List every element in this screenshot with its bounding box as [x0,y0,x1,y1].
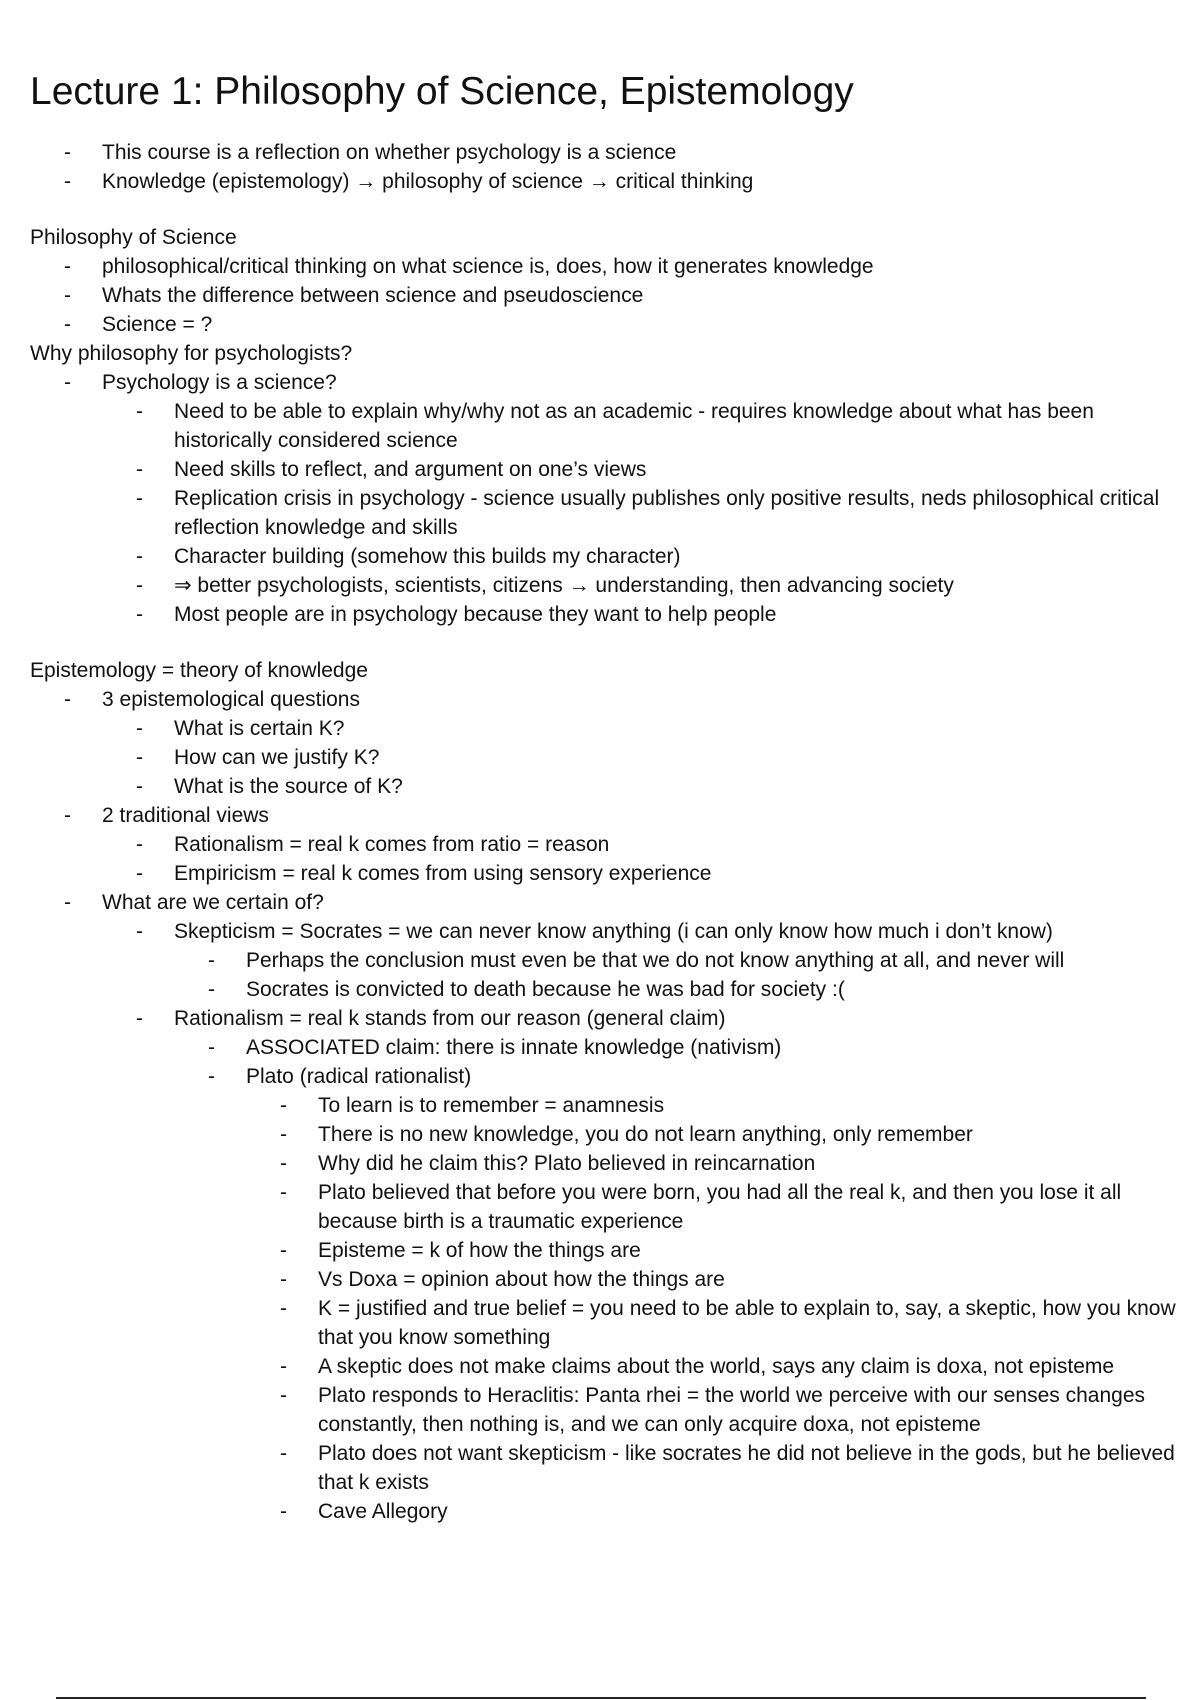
list-item: - There is no new knowledge, you do not learn anything, only remember [30,1120,1190,1149]
section-heading-philosophy-of-science: Philosophy of Science [30,226,237,249]
list-item: - To learn is to remember = anamnesis [30,1091,1190,1120]
list-item: - 3 epistemological questions [30,685,1190,714]
list-item: - Plato (radical rationalist) [30,1062,1190,1091]
list-item: - What is the source of K? [30,772,1190,801]
list-item: - ASSOCIATED claim: there is innate knowledge (nativism) [30,1033,1190,1062]
page-title: Lecture 1: Philosophy of Science, Epistemology [30,70,854,113]
list-item: - Rationalism = real k comes from ratio = reason [30,830,1190,859]
list-item: - How can we justify K? [30,743,1190,772]
philosophy-of-science-list [30,252,1190,339]
list-item: - Cave Allegory [30,1497,1190,1526]
list-item: - Replication crisis in psychology - science usually publishes only positive results, neds philosophical critical reflection knowledge and skills [30,484,1190,542]
list-item: - Psychology is a science? [30,368,1190,397]
page-divider [56,1697,1146,1699]
list-item: - Science = ? [30,310,1190,339]
list-item: - Plato responds to Heraclitis: Panta rhei = the world we perceive with our senses changes constantly, then nothing is, and we can only acquire doxa, not episteme [30,1381,1190,1439]
list-item: - K = justified and true belief = you need to be able to explain to, say, a skeptic, how you know that you know something [30,1294,1190,1352]
list-item: - Socrates is convicted to death because he was bad for society :( [30,975,1190,1004]
section-heading-epistemology: Epistemology = theory of knowledge [30,659,368,682]
list-item: - Most people are in psychology because they want to help people [30,600,1190,629]
section-heading-why-philosophy: Why philosophy for psychologists? [30,342,353,365]
list-item: - This course is a reflection on whether psychology is a science [30,138,1190,167]
list-item: - What are we certain of? [30,888,1190,917]
list-item: - Perhaps the conclusion must even be that we do not know anything at all, and never will [30,946,1190,975]
list-item: - philosophical/critical thinking on what science is, does, how it generates knowledge [30,252,1190,281]
list-item: - Why did he claim this? Plato believed in reincarnation [30,1149,1190,1178]
epistemology-list [30,685,1190,1526]
list-item: - Skepticism = Socrates = we can never know anything (i can only know how much i don’t know) [30,917,1190,946]
list-item: - Knowledge (epistemology) → philosophy of science → critical thinking [30,167,1190,196]
why-philosophy-list [30,368,1190,629]
list-item: - Vs Doxa = opinion about how the things are [30,1265,1190,1294]
list-item: - Need to be able to explain why/why not as an academic - requires knowledge about what has been historically considered science [30,397,1190,455]
list-item: - Need skills to reflect, and argument on one’s views [30,455,1190,484]
list-item: - Character building (somehow this builds my character) [30,542,1190,571]
list-item: - Rationalism = real k stands from our reason (general claim) [30,1004,1190,1033]
document [30,68,1190,1526]
list-item: - What is certain K? [30,714,1190,743]
intro-list [30,138,1190,196]
list-item: - Whats the difference between science and pseudoscience [30,281,1190,310]
list-item: - Plato believed that before you were born, you had all the real k, and then you lose it all because birth is a traumatic experience [30,1178,1190,1236]
list-item: - A skeptic does not make claims about the world, says any claim is doxa, not episteme [30,1352,1190,1381]
list-item: - 2 traditional views [30,801,1190,830]
list-item: - Empiricism = real k comes from using sensory experience [30,859,1190,888]
list-item: - Plato does not want skepticism - like socrates he did not believe in the gods, but he believed that k exists [30,1439,1190,1497]
list-item: - ⇒ better psychologists, scientists, citizens → understanding, then advancing society [30,571,1190,600]
list-item: - Episteme = k of how the things are [30,1236,1190,1265]
